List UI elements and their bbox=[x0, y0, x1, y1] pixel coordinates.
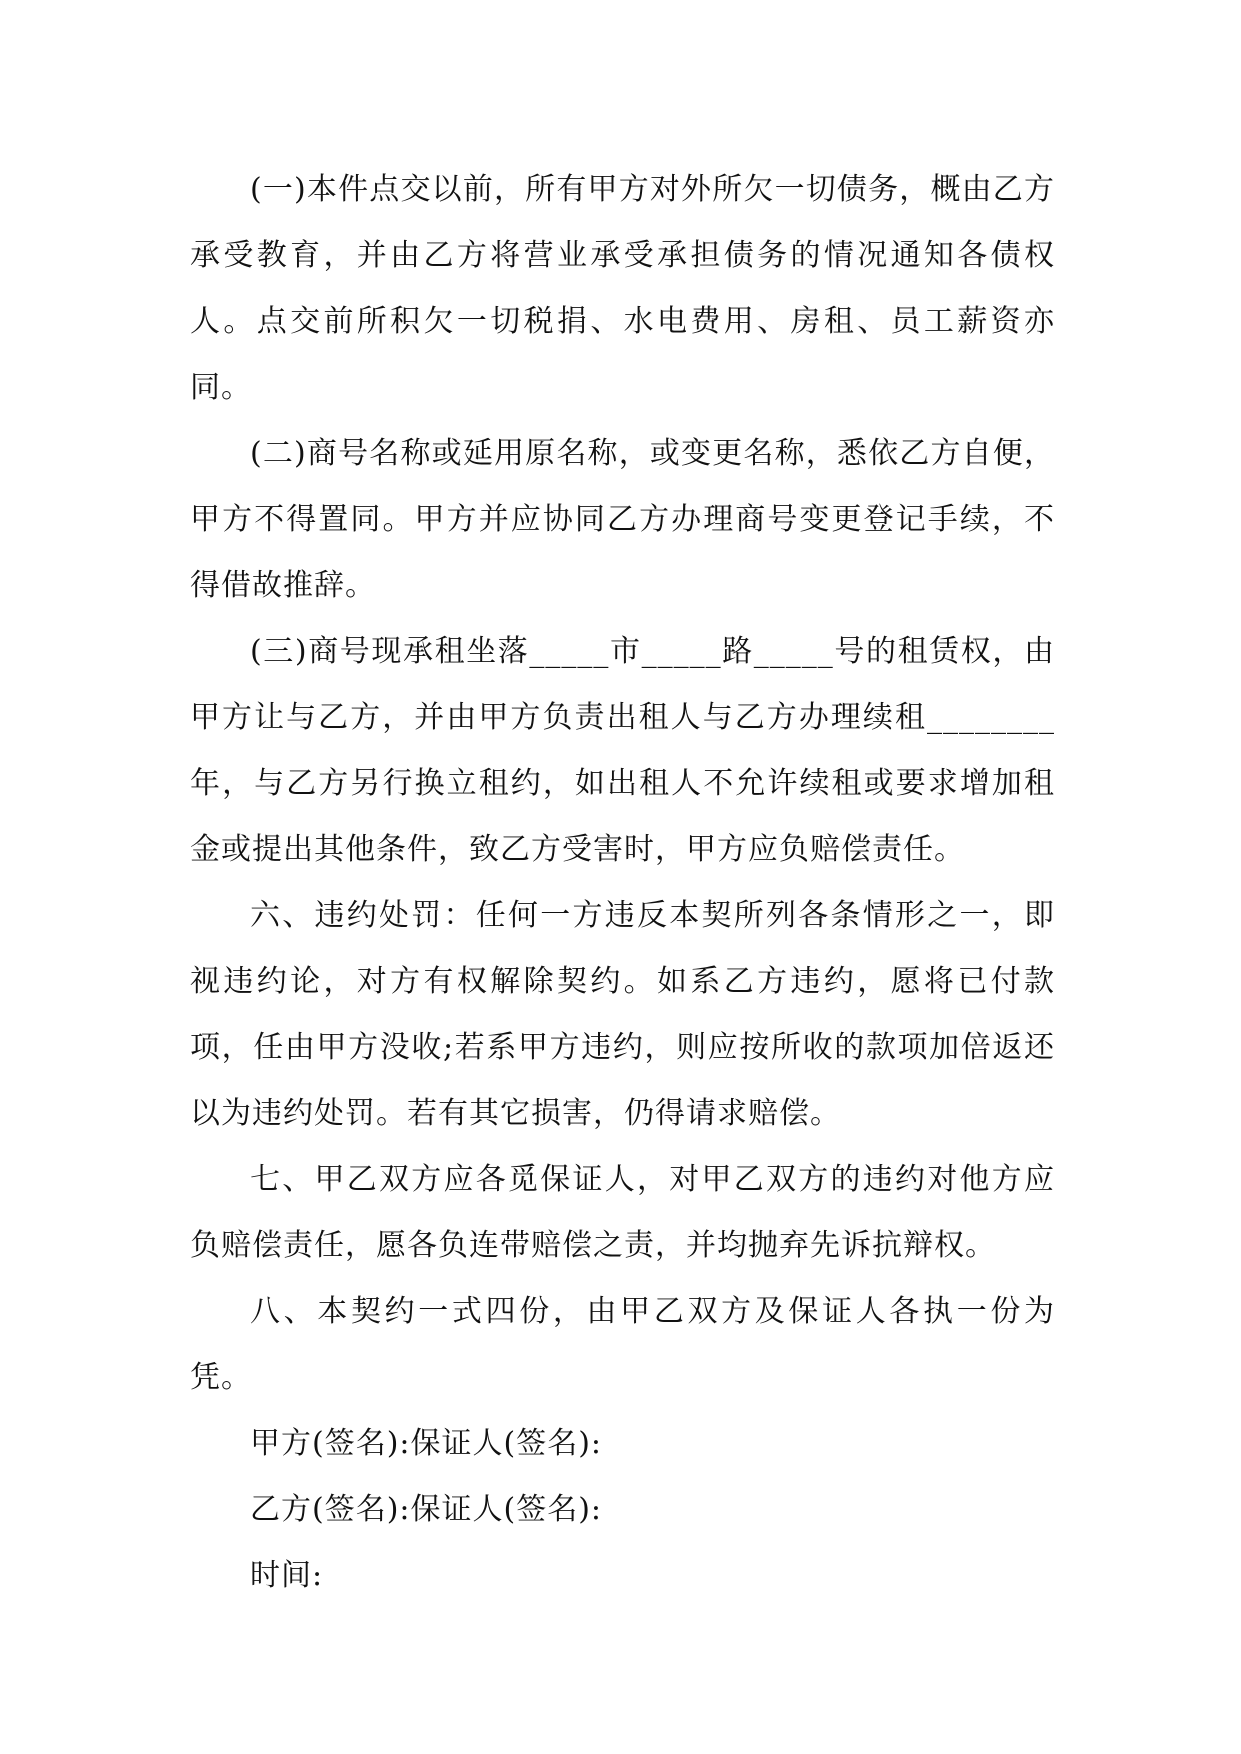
signature-party-a: 甲方(签名):保证人(签名): bbox=[250, 1426, 603, 1461]
signature-party-b: 乙方(签名):保证人(签名): bbox=[250, 1492, 603, 1527]
clause-8-copies: 八、本契约一式四份，由甲乙双方及保证人各执一份为凭。 bbox=[190, 1294, 1055, 1395]
clause-3-lease: (三)商号现承租坐落_____市_____路_____号的租赁权，由甲方让与乙方，并由甲方负责出租人与乙方办理续租________年，与乙方另行换立租约，如出租人不允许续租或要求增加租金或提出其他条件，致乙方受害时，甲方应负赔偿责任。 bbox=[190, 634, 1055, 867]
clause-1-debts: (一)本件点交以前，所有甲方对外所欠一切债务，概由乙方承受教育，并由乙方将营业承受承担债务的情况通知各债权人。点交前所积欠一切税捐、水电费用、房租、员工薪资亦同。 bbox=[190, 172, 1055, 405]
clause-2-trade-name: (二)商号名称或延用原名称，或变更名称，悉依乙方自便，甲方不得置同。甲方并应协同乙方办理商号变更登记手续，不得借故推辞。 bbox=[190, 436, 1055, 603]
signature-date: 时间: bbox=[250, 1558, 324, 1593]
clause-7-guarantors: 七、甲乙双方应各觅保证人，对甲乙双方的违约对他方应负赔偿责任，愿各负连带赔偿之责，并均抛弃先诉抗辩权。 bbox=[190, 1162, 1055, 1263]
clause-6-breach-penalty: 六、违约处罚：任何一方违反本契所列各条情形之一，即视违约论，对方有权解除契约。如系乙方违约，愿将已付款项，任由甲方没收;若系甲方违约，则应按所收的款项加倍返还以为违约处罚。若有其它损害，仍得请求赔偿。 bbox=[190, 898, 1055, 1131]
